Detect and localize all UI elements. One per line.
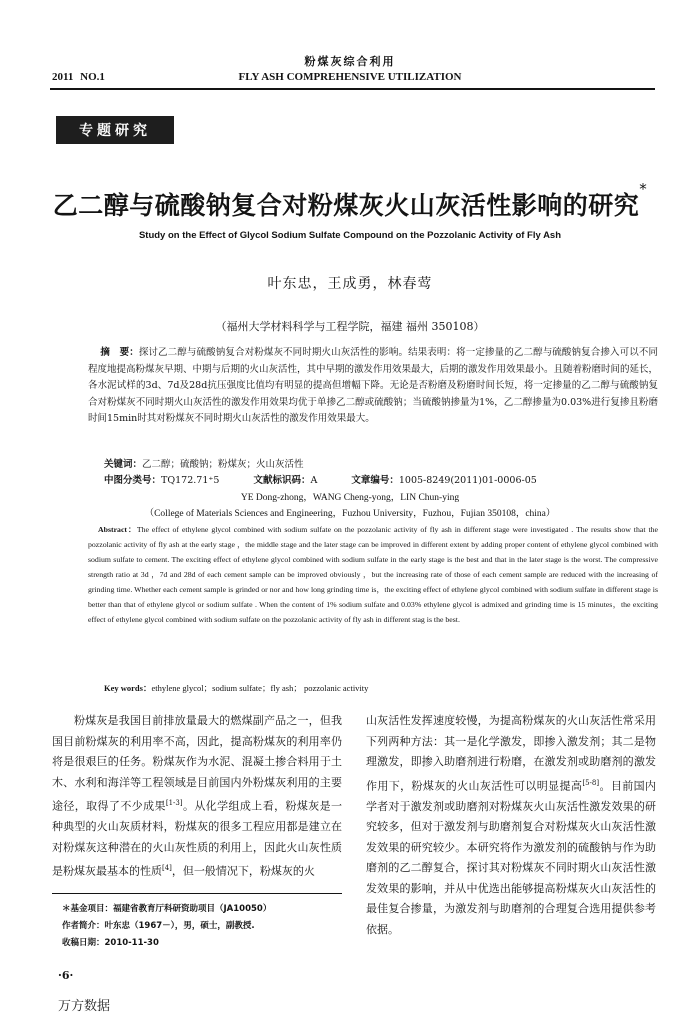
abstract-en <box>88 522 658 627</box>
keywords-en-text: ethylene glycol；sodium sulfate；fly ash； pozzolanic activity <box>151 683 369 693</box>
footnote-fund: ＊基金项目：福建省教育厅科研资助项目（JA10050） <box>62 904 272 914</box>
body-text: 山灰活性发挥速度较慢，为提高粉煤灰的火山灰活性常采用下列两种方法：其一是化学激发，即掺入激发剂；其二是物理激发，即掺入助磨剂进行粉磨，在激发剂或助磨剂的激发作用下，粉煤灰的火山灰活性可以明显提高 <box>366 714 656 793</box>
keywords-cn-text: 乙二醇；硫酸钠；粉煤灰；火山灰活性 <box>142 459 304 470</box>
citation: [1-3] <box>165 799 183 807</box>
body-column-right <box>366 711 656 965</box>
abstract-en-label: Abstract： <box>98 525 137 534</box>
abstract-en-text: The effect of ethylene glycol combined with sodium sulfate on the pozzolanic activity of fly ash in different stage were investigated . The results show that the pozzolanic activity of fly ash at the early stage ，the middle stage and the later stage can be improved in different extent by adding proper content of ethylene glycol combined with sodium sulfate to cement. The exciting effect of ethylene glycol combined with sodium sulfate in the early stage is the best and that in the later stage is the worst. The compressive strength ratio at 3d ，7d and 28d of each cement sample can be improved obviously ，but the increasing rate of those of each cement sample are reduced with the increasing of grinding time. Whether each cement sample is grinded or nor and how long grinding time is，the exciting effect of ethylene glycol combined with sodium sulfate in different stage is better than that of ethylene glycol or sodium sulfate . When the content of 1% sodium sulfate and 0.03% ethylene glycol is admixed and grinding time is 15 minutes，the exciting effect of ethylene glycol combined with sodium sulfate on the pozzolanic activity of fly ash in different stag is the best. <box>88 525 658 624</box>
doc-code-value: A <box>310 475 318 486</box>
citation: [5-8] <box>582 778 600 787</box>
clc-value: TQ172.71⁺5 <box>161 475 220 486</box>
keywords-en-label: Key words： <box>104 683 152 693</box>
page-number: ·6· <box>58 969 74 982</box>
paper-title-en: Study on the Effect of Glycol Sodium Sulfate Compound on the Pozzolanic Activity of Fly Ash <box>138 230 562 241</box>
issue-label: 2011 NO.1 <box>52 71 105 83</box>
footnote-author: 作者简介：叶东忠（1967－），男，硕士，副教授. <box>62 921 255 931</box>
header-rule <box>50 88 655 90</box>
citation: [4] <box>162 864 172 873</box>
article-no-value: 1005-8249(2011)01-0006-05 <box>398 475 537 486</box>
body-column-left <box>52 711 342 885</box>
article-no-label: 文章编号： <box>351 475 399 486</box>
footnote-rule <box>52 893 342 894</box>
affiliation-cn: （福州大学材料科学与工程学院，福建 福州 350108） <box>215 320 485 333</box>
authors-cn: 叶东忠，王成勇，林春莺 <box>267 276 433 292</box>
journal-name-en: FLY ASH COMPREHENSIVE UTILIZATION <box>238 71 462 83</box>
abstract-cn-text: 探讨乙二醇与硫酸钠复合对粉煤灰不同时期火山灰活性的影响。结果表明：将一定掺量的乙二醇与硫酸钠复合掺入可以不同程度地提高粉煤灰早期、中期与后期的火山灰活性，其中早期的激发作用效果最大，后期的激发作用效果最小。且随着粉磨时间的延长，各水泥试样的3d、7d及28d抗压强度比值均有明显的提高但增幅下降。无论是否粉磨及粉磨时间长短，将一定掺量的乙二醇与硫酸钠复合对粉煤灰不同时期火山灰活性的激发作用效果均优于单掺乙二醇或硫酸钠；当硫酸钠掺量为1%，乙二醇掺量为0.03%进行复掺且粉磨时间15min时其对粉煤灰不同时期火山灰活性的激发作用效果最大。 <box>88 347 659 424</box>
title-footnote-mark: * <box>639 180 648 198</box>
authors-en: YE Dong-zhong，WANG Cheng-yong，LIN Chun-ying <box>240 493 460 503</box>
body-text: ，但一般情况下，粉煤灰的火 <box>171 864 315 878</box>
section-tag: 专题研究 <box>56 116 174 144</box>
abstract-cn-label: 摘 要： <box>100 347 139 358</box>
doc-code-label: 文献标识码： <box>253 475 311 486</box>
affiliation-en: （College of Materials Sciences and Engineering，Fuzhou University，Fuzhou，Fujian 350108，china） <box>144 509 556 519</box>
keywords-cn-label: 关键词： <box>104 459 143 470</box>
classification-line <box>104 472 537 486</box>
clc-label: 中图分类号： <box>104 475 162 486</box>
body-text: 。从化学组成上看，粉煤灰是一种典型的火山灰质材料，粉煤灰的很多工程应用都是建立在对粉煤灰这种潜在的火山灰性质的利用上，因此火山灰性质是粉煤灰最基本的性质 <box>52 799 342 878</box>
body-text: 。目前国内学者对于激发剂或助磨剂对粉煤灰火山灰活性激发效果的研究较多，但对于激发剂与助磨剂复合对粉煤灰火山灰活性激发效果的研究较少。本研究将作为激发剂的硫酸钠与作为助磨剂的乙二醇复合，探讨其对粉煤灰不同时期火山灰活性激发效果的影响，并从中优选出能够提高粉煤灰火山灰活性的最佳复合掺量，为激发剂与助磨剂的合理复合选用提供参考依据。 <box>366 779 656 936</box>
abstract-cn <box>88 345 658 428</box>
paper-title <box>0 180 700 222</box>
journal-name-cn: 粉煤灰综合利用 <box>304 55 396 68</box>
keywords-en <box>104 682 368 694</box>
keywords-cn <box>104 456 304 470</box>
watermark: 万方数据 <box>58 999 111 1014</box>
footnote-received: 收稿日期：2010-11-30 <box>62 938 159 948</box>
paper-title-text: 乙二醇与硫酸钠复合对粉煤灰火山灰活性影响的研究 <box>52 191 640 220</box>
body-text: 粉煤灰是我国目前排放量最大的燃煤副产品之一，但我国目前粉煤灰的利用率不高，因此，提高粉煤灰的利用率仍将是很艰巨的任务。粉煤灰作为水泥、混凝土掺合料用于土木、水利和海洋等工程领域是目前国内外粉煤灰利用的主要途径，取得了不少成果 <box>52 714 342 813</box>
